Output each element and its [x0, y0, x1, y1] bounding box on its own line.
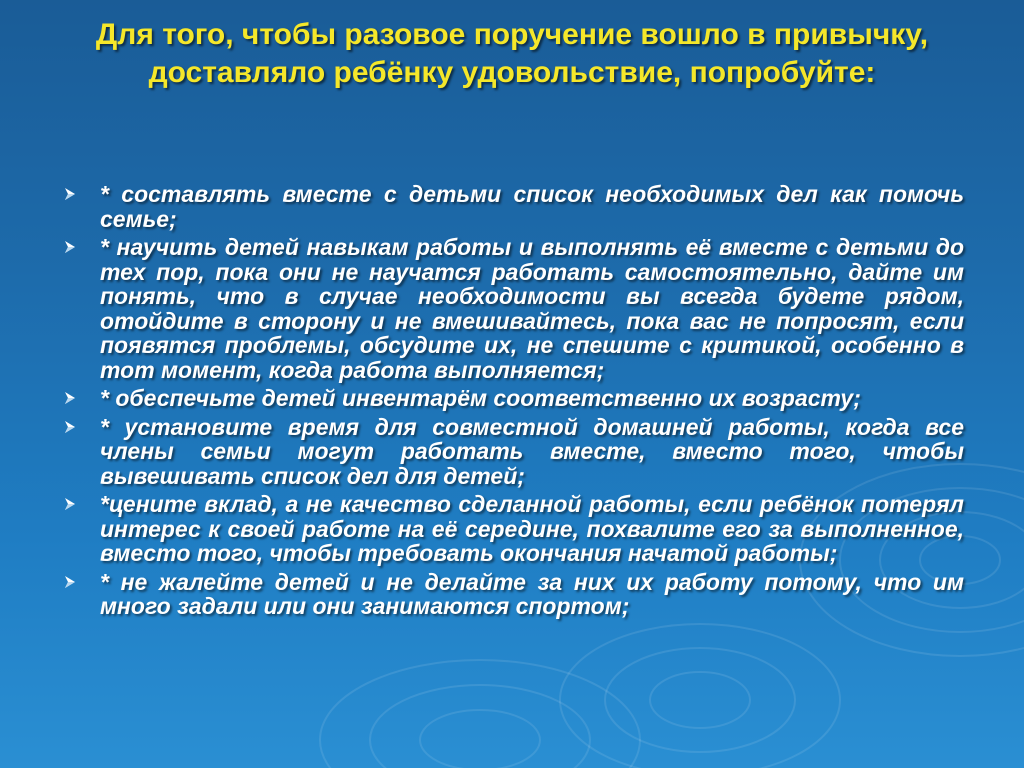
slide-title: Для того, чтобы разовое поручение вошло в привычку, доставляло ребёнку удовольствие, попробуйте: — [95, 18, 929, 89]
bullet-list — [62, 182, 964, 623]
list-item — [62, 235, 964, 382]
arrow-bullet-icon — [62, 390, 78, 406]
arrow-bullet-icon — [62, 419, 78, 435]
list-item — [62, 386, 964, 411]
list-item-text: * установите время для совместной домашней работы, когда все члены семьи могут работать вместе, вместо того, чтобы вывешивать список дел для детей; — [100, 413, 964, 489]
list-item-text: * научить детей навыкам работы и выполнять её вместе с детьми до тех пор, пока они не научатся работать самостоятельно, дайте им понять, что в случае необходимости вы всегда будете рядом, отойдите в сторону и не вмешивайтесь, пока вас не попросят, если появятся проблемы, обсудите их, не спешите с критикой, особенно в тот момент, когда работа выполняется; — [100, 234, 964, 383]
list-item — [62, 415, 964, 489]
list-item — [62, 492, 964, 566]
list-item-text: *цените вклад, а не качество сделанной работы, если ребёнок потерял интерес к своей работе на её середине, похвалите его за выполненное, вместо того, чтобы требовать окончания начатой работы; — [100, 491, 964, 566]
list-item-text: * не жалейте детей и не делайте за них их работу потому, что им много задали или они занимаются спортом; — [100, 568, 964, 619]
list-item — [62, 570, 964, 619]
arrow-bullet-icon — [62, 186, 78, 202]
list-item-text: * обеспечьте детей инвентарём соответственно их возрасту; — [100, 385, 861, 411]
list-item-text: * составлять вместе с детьми список необходимых дел как помочь семье; — [100, 181, 964, 232]
arrow-bullet-icon — [62, 496, 78, 512]
list-item — [62, 182, 964, 231]
arrow-bullet-icon — [62, 574, 78, 590]
arrow-bullet-icon — [62, 239, 78, 255]
